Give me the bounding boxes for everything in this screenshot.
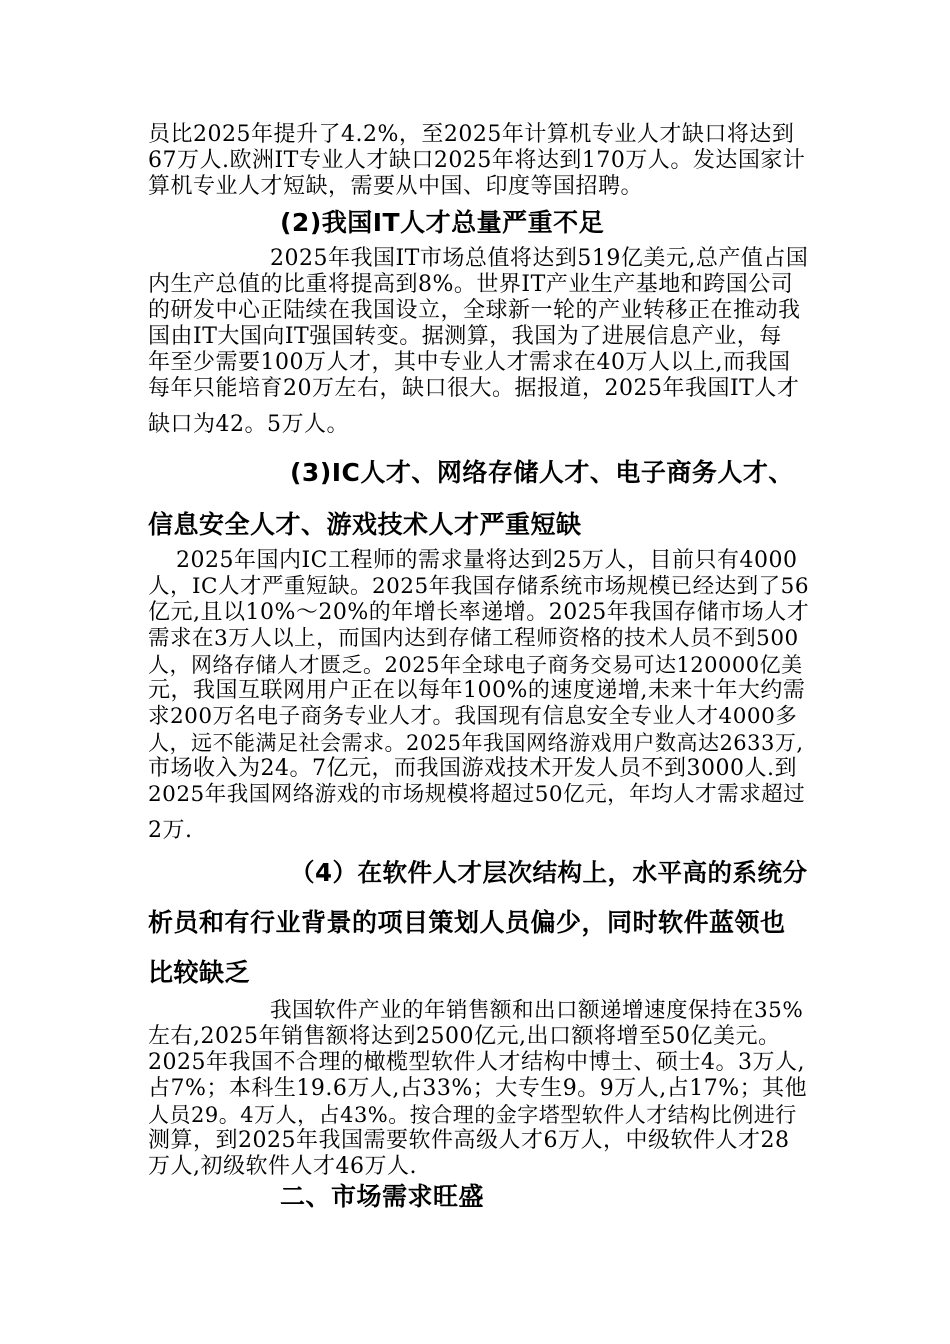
text-line: 67万人.欧洲IT专业人才缺口2025年将达到170万人。发达国家计 bbox=[148, 148, 806, 173]
text-line: 亿元,且以10%～20%的年增长率递增。2025年我国存储市场人才 bbox=[148, 600, 810, 625]
text-line: 缺口为42。5万人。 bbox=[148, 412, 349, 437]
section-heading: 信息安全人才、游戏技术人才严重短缺 bbox=[148, 510, 582, 539]
text-line: 占7%；本科生19.6万人,占33%；大专生9。9万人,占17%；其他 bbox=[148, 1076, 808, 1101]
text-line: 我国软件产业的年销售额和出口额递增速度保持在35% bbox=[270, 998, 804, 1023]
text-line: 求200万名电子商务专业人才。我国现有信息安全专业人才4000多 bbox=[148, 704, 798, 729]
text-line: 年至少需要100万人才，其中专业人才需求在40万人以上,而我国 bbox=[148, 350, 791, 375]
text-line: 测算，到2025年我国需要软件高级人才6万人，中级软件人才28 bbox=[148, 1128, 790, 1153]
text-line: 2025年国内IC工程师的需求量将达到25万人，目前只有4000 bbox=[176, 548, 798, 573]
text-line: 国由IT大国向IT强国转变。据测算，我国为了进展信息产业，每 bbox=[148, 324, 782, 349]
text-line: 内生产总值的比重将提高到8%。世界IT产业生产基地和跨国公司 bbox=[148, 272, 794, 297]
text-line: 人员29。4万人，占43%。按合理的金字塔型软件人才结构比例进行 bbox=[148, 1103, 797, 1127]
text-line: 每年只能培育20万左右，缺口很大。据报道，2025年我国IT人才 bbox=[148, 376, 800, 401]
text-line: 万人,初级软件人才46万人. bbox=[148, 1154, 417, 1179]
section-heading: 二、市场需求旺盛 bbox=[280, 1182, 485, 1211]
text-line: 2025年我国IT市场总值将达到519亿美元,总产值占国 bbox=[270, 246, 809, 271]
section-heading: (3)IC人才、网络存储人才、电子商务人才、 bbox=[290, 458, 794, 487]
text-line: 市场收入为24。7亿元，而我国游戏技术开发人员不到3000人.到 bbox=[148, 756, 797, 781]
text-line: 人，远不能满足社会需求。2025年我国网络游戏用户数高达2633万, bbox=[148, 731, 804, 755]
text-line: 2025年我国不合理的橄榄型软件人才结构中博士、硕士4。3万人, bbox=[148, 1050, 805, 1075]
section-heading: （4）在软件人才层次结构上，水平高的系统分 bbox=[290, 858, 808, 887]
section-heading: 比较缺乏 bbox=[148, 958, 251, 987]
section-heading: (2)我国IT人才总量严重不足 bbox=[280, 208, 605, 237]
text-line: 员比2025年提升了4.2%，至2025年计算机专业人才缺口将达到 bbox=[148, 122, 795, 147]
text-line: 的研发中心正陆续在我国设立，全球新一轮的产业转移正在推动我 bbox=[148, 298, 801, 323]
text-line: 人，网络存储人才匮乏。2025年全球电子商务交易可达120000亿美 bbox=[148, 653, 803, 677]
text-line: 算机专业人才短缺，需要从中国、印度等国招聘。 bbox=[148, 174, 644, 199]
text-line: 需求在3万人以上，而国内达到存储工程师资格的技术人员不到500 bbox=[148, 626, 799, 651]
text-line: 人，IC人才严重短缺。2025年我国存储系统市场规模已经达到了56 bbox=[148, 574, 810, 599]
section-heading: 析员和有行业背景的项目策划人员偏少，同时软件蓝领也 bbox=[148, 908, 786, 937]
text-line: 2025年我国网络游戏的市场规模将超过50亿元，年均人才需求超过 bbox=[148, 782, 806, 807]
text-line: 元，我国互联网用户正在以每年100%的速度递增,未来十年大约需 bbox=[148, 678, 806, 703]
text-line: 2万. bbox=[148, 818, 193, 843]
text-line: 左右,2025年销售额将达到2500亿元,出口额将增至50亿美元。 bbox=[148, 1024, 781, 1049]
